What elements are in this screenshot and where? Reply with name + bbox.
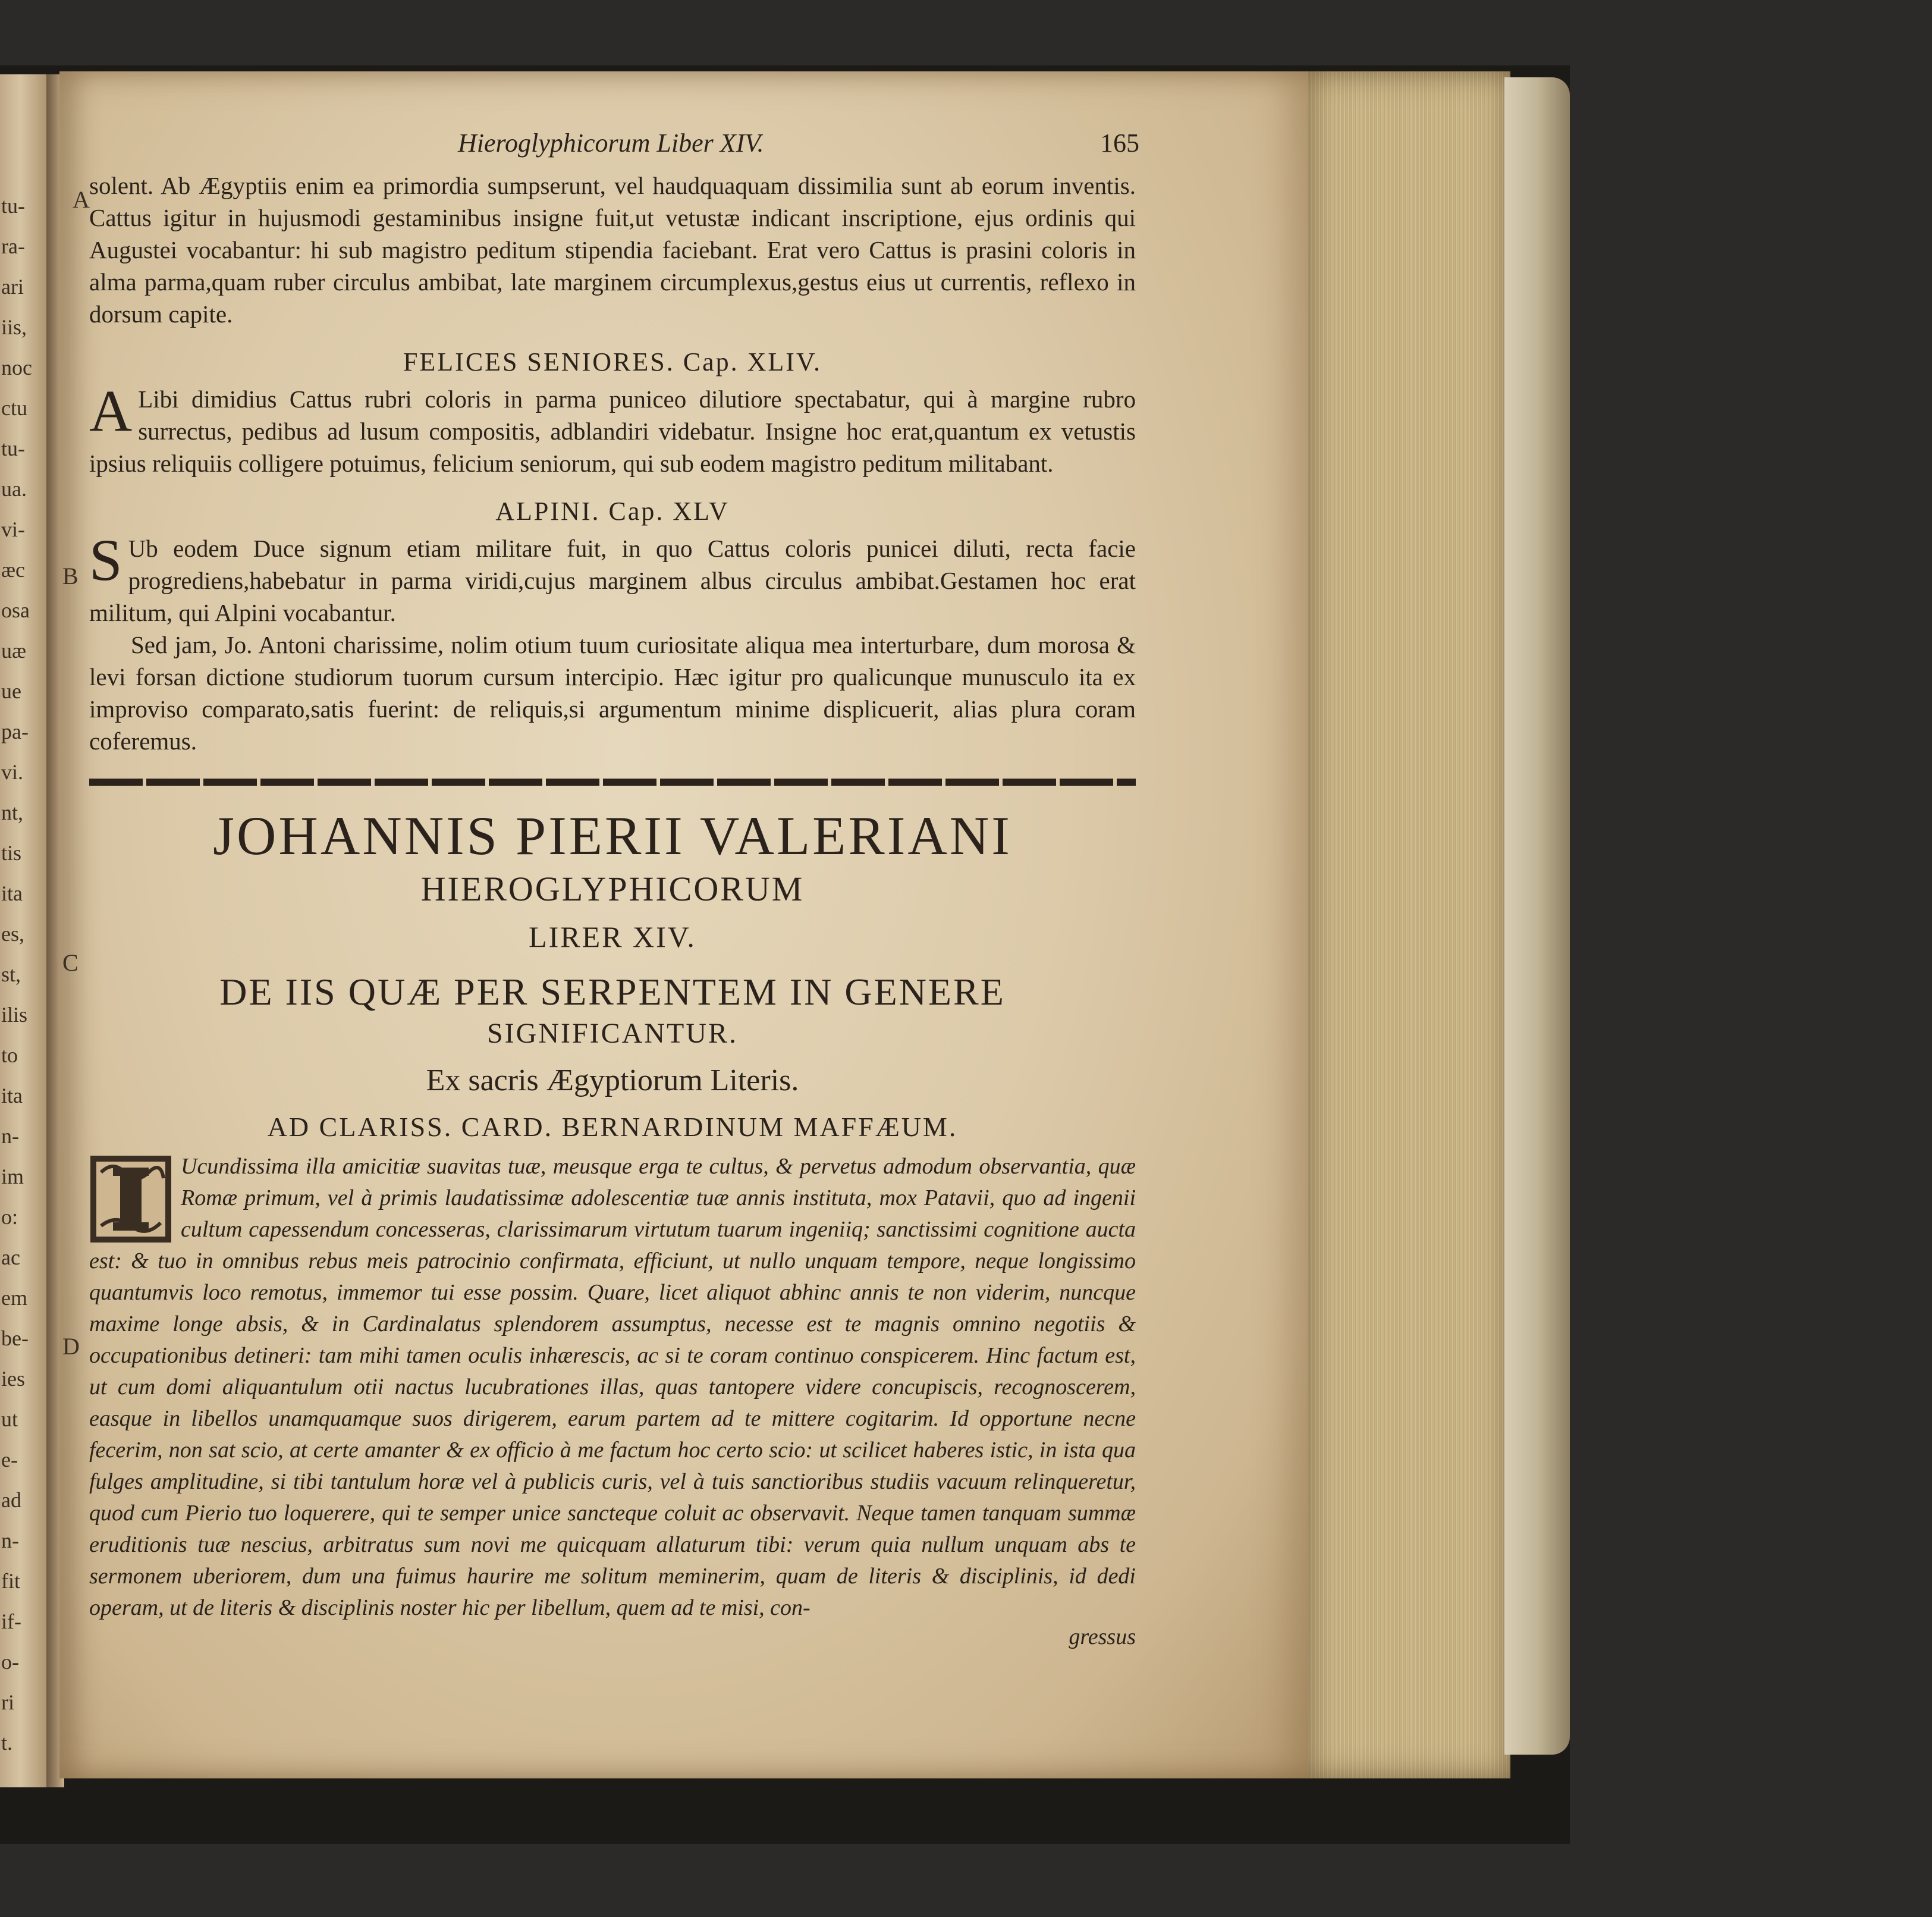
left-page-fragment: o:	[1, 1205, 18, 1229]
left-page-fragment: ra-	[1, 234, 25, 258]
left-page-fragment: o-	[1, 1650, 19, 1674]
page-number: 165	[1100, 128, 1139, 158]
left-page-fragment: es,	[1, 922, 24, 946]
margin-letter-c: C	[62, 949, 78, 976]
left-page-fragment: ad	[1, 1488, 21, 1512]
left-page-fragment: nt,	[1, 801, 24, 824]
section3-heading: ALPINI. Cap. XLV	[495, 497, 730, 526]
left-page-fragment: ua.	[1, 477, 27, 501]
dedication-text: Ucundissima illa amicitiæ suavitas tuæ, meusque erga te cultus, & pervetus admodum observantia, quæ Romæ primum, vel à primis laudatissimæ adolescentiæ tuæ annis instituta, mox Patavii, quo ad ingenii cultum capessendum concesseras, clarissimarum virtutum tuarum ingeniiq; sanctissimi cognitione aucta est: & tuo in omnibus rebus meis patrocinio confirmata, efficiunt, ut nullo unquam tempore, neque longissimo quantumvis loco remotus, immemor tui esse possim. Quare, licet aliquot abhinc annis te non viderim, nuncque maxime longe absis, & in Cardinalatus splendorem assumptus, necesse est te magnis omnino negotiis & occupationibus detineri: tam mihi tamen oculis inhærescis, ac si te coram continuo conspicerem. Hinc factum est, ut cum domi aliquantulum otii nactus lucubrationes illas, quas tantopere videre concupiscis, recognoscerem, easque in libellos unamquamque suos dirigerem, earum partem ad te mittere cogitarim. Id opportune necne fecerim, non sat scio, at certe amanter & ex officio à me factum hoc certo scio: ut scilicet haberes istic, in ista qua fulges amplitudine, si tibi tantulum horæ vel à publicis curis, vel à tuis sanctioribus studiis vacuum relinqueretur, quod cum Pierio tuo loquerere, qui te semper unice sancteque coluit ac observavit. Neque tamen tanquam summæ eruditionis tuæ nescius, arbitratus sum novi me quicquam allaturum tibi: verum quia nullum unquam abs te sermonem uberiorem, dum una fuimus haurire me solitum meminerim, quam de literis & disciplinis, id dedi operam, ut de literis & disciplinis noster hic per libellum, quem ad te misi, con-	[89, 1154, 1136, 1620]
left-page-fragment: ut	[1, 1407, 18, 1431]
left-page-fragment: ari	[1, 275, 24, 299]
left-page-fragment: e-	[1, 1448, 18, 1472]
section2-paragraph	[89, 378, 1136, 479]
left-page-fragment: fit	[1, 1569, 20, 1593]
margin-letter-a: A	[73, 186, 90, 213]
left-page-fragment: tu-	[1, 437, 25, 460]
left-page-fragment: if-	[1, 1609, 21, 1633]
left-page-fragment: em	[1, 1286, 27, 1310]
left-page-fragment: iis,	[1, 315, 27, 339]
section3-text: Ub eodem Duce signum etiam militare fuit, in quo Cattus coloris punicei diluti, recta facie progrediens,habebatur in parma viridi,cujus marginem albus circulus ambibat.Gestamen hoc erat militum, qui Alpini vocabantur.	[89, 535, 1136, 626]
vellum-cover-edge	[1504, 77, 1570, 1755]
chapter-title-cont: SIGNIFICANTUR.	[486, 1018, 738, 1049]
section3-dropcap: S	[89, 527, 122, 593]
left-page-fragment: uæ	[1, 639, 27, 663]
left-page-fragment: noc	[1, 356, 32, 379]
page-fore-edge	[1308, 71, 1510, 1778]
left-page-fragment: im	[1, 1165, 24, 1188]
running-title: Hieroglyphicorum Liber XIV.	[458, 128, 764, 158]
source-line: Ex sacris Ægyptiorum Literis.	[426, 1063, 799, 1097]
book-number: LIRER XIV.	[529, 920, 696, 953]
left-page-fragment: ctu	[1, 396, 27, 420]
running-head	[89, 128, 1139, 170]
closing-paragraph: Sed jam, Jo. Antoni charissime, nolim otium tuum curiositate aliqua mea interturbare, dum morosa & levi forsan dictione studiorum tuorum cursum intercipio. Hæc igitur pro qualicunque munusculo ita ex improviso comparato,satis fuerint: de reliquis,si argumentum minime displicuerit, alias plura coram coferemus.	[89, 631, 1136, 755]
left-page-fragment: to	[1, 1043, 18, 1067]
left-page-fragment: ue	[1, 679, 21, 703]
section3-paragraph	[89, 527, 1136, 629]
left-page-fragment: vi.	[1, 760, 24, 784]
left-page-fragment: ita	[1, 881, 23, 905]
left-page-fragment: be-	[1, 1326, 29, 1350]
author-title: JOHANNIS PIERII VALERIANI	[213, 805, 1012, 866]
left-page-edge	[0, 74, 51, 1787]
section2-text: Libi dimidius Cattus rubri coloris in parma puniceo dilutiore spectabatur, qui à margine rubro surrectus, pedibus ad lusum compositis, adblandiri videbatur. Insigne hoc erat,quantum ex vetustis ipsius reliquiis colligere potuimus, felicium seniorum, qui sub eodem magistro peditum militabant.	[89, 385, 1136, 477]
left-page-fragment: ies	[1, 1367, 25, 1391]
dedication-heading: AD CLARISS. CARD. BERNARDINUM MAFFÆUM.	[267, 1112, 958, 1142]
page-content	[89, 128, 1139, 1650]
work-title: HIEROGLYPHICORUM	[420, 870, 805, 908]
left-page-fragment: st,	[1, 962, 21, 986]
left-page-fragment: ac	[1, 1245, 20, 1269]
section2-heading: FELICES SENIORES. Cap. XLIV.	[403, 347, 822, 377]
section2-dropcap: A	[89, 378, 133, 444]
margin-letter-b: B	[62, 563, 78, 589]
section1-text: solent. Ab Ægyptiis enim ea primordia sumpserunt, vel haudquaquam dissimilia sunt ab eorum inventis. Cattus igitur in hujusmodi gestaminibus insigne fuit,ut vetustæ indicant inscriptione, ejus ordinis qui Augustei vocabantur: hi sub magistro peditum stipendia faciebant. Erat vero Cattus is prasini coloris in alma parma,quam ruber circulus ambibat, late marginem circumplexus,gestus eius ut currentis, reflexo in dorsum capite.	[89, 172, 1136, 328]
margin-letter-d: D	[62, 1333, 80, 1360]
left-page-fragment: ri	[1, 1690, 14, 1714]
catchword: gressus	[1069, 1624, 1136, 1649]
ornamental-initial-icon	[89, 1154, 172, 1244]
left-page-fragment: vi-	[1, 517, 25, 541]
left-page-fragment: osa	[1, 598, 30, 622]
left-page-fragment: ita	[1, 1084, 23, 1107]
left-page-fragment: æc	[1, 558, 25, 582]
dashed-rule	[89, 779, 1136, 786]
left-page-fragment: n-	[1, 1124, 19, 1148]
left-page-fragment: t.	[1, 1731, 13, 1755]
dedication-paragraph	[89, 1151, 1136, 1624]
left-page-fragment: tis	[1, 841, 22, 865]
left-page-fragment: tu-	[1, 194, 25, 218]
left-page-fragment: n-	[1, 1529, 19, 1552]
chapter-title: DE IIS QUÆ PER SERPENTEM IN GENERE	[219, 971, 1006, 1013]
left-page-fragment: pa-	[1, 720, 29, 743]
left-page-fragment: ilis	[1, 1003, 28, 1027]
